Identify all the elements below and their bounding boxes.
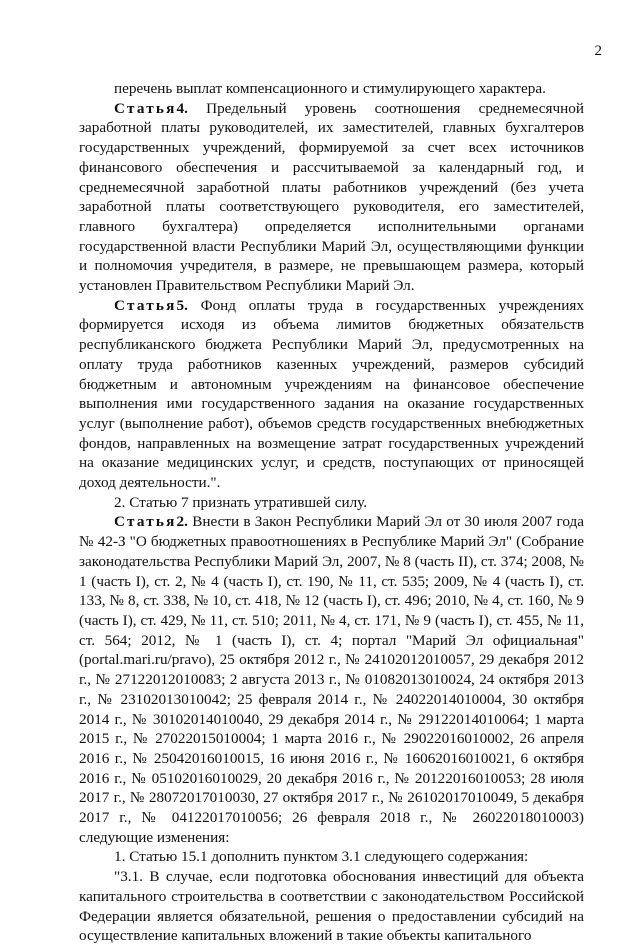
article-number: 5.	[176, 296, 188, 314]
paragraph-amendment-1: 1. Статью 15.1 дополнить пунктом 3.1 следующего содержания:	[114, 848, 529, 866]
paragraph-quoted-3-1: "3.1. В случае, если подготовка обоснования инвестиций для объекта капитального строительства в соответствии с законодательством Российской Федерации является обязательной, решения о предоставлении субсидий на осуществление капитальных вложений в такие объекты капитального	[79, 868, 584, 945]
article-5-paragraph	[79, 296, 584, 493]
document-body	[79, 79, 584, 946]
paragraph-article-7-repeal: 2. Статью 7 признать утратившей силу.	[114, 493, 368, 511]
article-label: Статья	[114, 99, 177, 117]
article-4-text: Предельный уровень соотношения среднемесячной заработной платы руководителей, их заместителей, главных бухгалтеров государственных учреждений, формируемой за счет всех источников финансового обеспечения и рассчитываемой за календарный год, и среднемесячной заработной платы работников учреждений (без учета заработной платы соответствующего руководителя, его заместителей, главного бухгалтера) определяется исполнительными органами государственной власти Республики Марий Эл, осуществляющими функции и полномочия учредителя, в размере, не превышающем размера, который установлен Правительством Республики Марий Эл.	[79, 99, 584, 295]
paragraph-payments-list: перечень выплат компенсационного и стимулирующего характера.	[114, 80, 546, 97]
article-number: 2.	[176, 513, 188, 531]
article-label: Статья	[114, 296, 177, 314]
page-number: 2	[594, 43, 602, 59]
article-number: 4.	[176, 99, 188, 117]
article-5-text: Фонд оплаты труда в государственных учреждениях формируется исходя из объема лимитов бюджетных обязательств республиканского бюджета Республики Марий Эл, предусмотренных на оплату труда работников казенных учреждений, размеров субсидий бюджетным и автономным учреждениям на финансовое обеспечение выполнения ими государственного задания на оказание государственных услуг (выполнение работ), объемов средств государственных внебюджетных фондов, направленных на возмещение затрат государственных учреждений на оказание медицинских услуг, и средств, поступающих от приносящей доход деятельности.".	[79, 296, 584, 492]
article-2-paragraph	[79, 512, 584, 847]
article-4-paragraph	[79, 99, 584, 296]
article-label: Статья	[114, 513, 177, 531]
article-2-text: Внести в Закон Республики Марий Эл от 30 июля 2007 года № 42-З "О бюджетных правоотношениях в Республике Марий Эл" (Собрание законодательства Республики Марий Эл, 2007, № 8 (часть II), ст. 374; 2008, № 1 (часть I), ст. 2, № 4 (часть I), ст. 190, № 11, ст. 535; 2009, № 4 (часть I), ст. 133, № 8, ст. 338, № 10, ст. 418, № 12 (часть I), ст. 496; 2010, № 4, ст. 160, № 9 (часть I), ст. 429, № 11, ст. 510; 2011, № 4, ст. 171, № 9 (часть I), ст. 455, № 11, ст. 564; 2012, № 1 (часть I), ст. 4; портал "Марий Эл официальная" (portal.mari.ru/pravo), 25 октября 2012 г., № 24102012010057, 29 декабря 2012 г., № 27122012010083; 2 августа 2013 г., № 01082013010024, 24 октября 2013 г., № 23102013010042; 25 февраля 2014 г., № 24022014010004, 30 октября 2014 г., № 30102014010040, 29 декабря 2014 г., № 29122014010064; 1 марта 2015 г., № 27022015010004; 1 марта 2016 г., № 29022016010002, 26 апреля 2016 г., № 25042016010015, 16 июня 2016 г., № 16062016010021, 6 октября 2016 г., № 05102016010029, 20 декабря 2016 г., № 20122016010053; 28 июля 2017 г., № 28072017010030, 27 октября 2017 г., № 26102017010049, 5 декабря 2017 г., № 04122017010056; 26 февраля 2018 г., № 26022018010003) следующие изменения:	[79, 513, 584, 846]
